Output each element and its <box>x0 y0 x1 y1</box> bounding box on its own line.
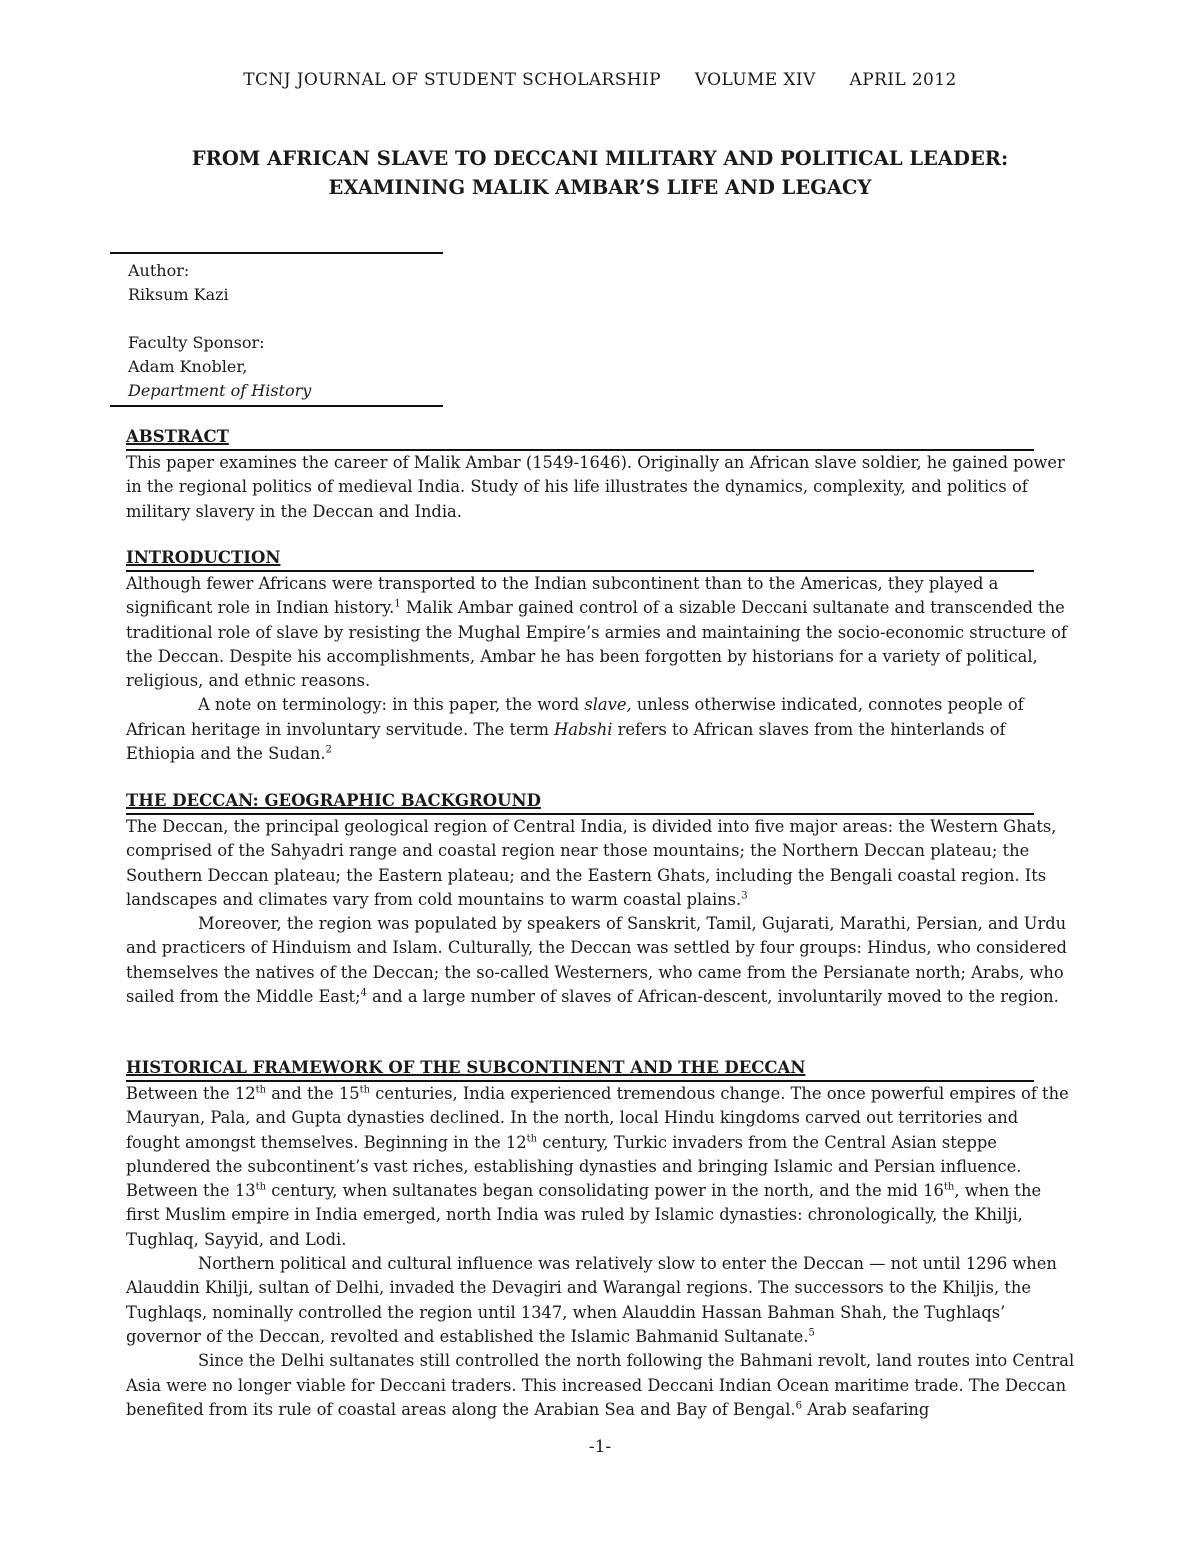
footnote-marker: 5 <box>808 1327 815 1339</box>
author-box <box>110 252 443 407</box>
historical-heading: HISTORICAL FRAMEWORK OF THE SUBCONTINENT AND THE DECCAN <box>126 1056 1034 1082</box>
historical-paragraph-2: Northern political and cultural influence was relatively slow to enter the Deccan — not until 1296 when Alauddin Khilji, sultan of Delhi, invaded the Devagiri and Warangal regions. The successors to the Khiljis, the Tughlaqs, nominally controlled the region until 1347, when Alauddin Hassan Bahman Shah, the Tughlaqs’ governor of the Deccan, revolted and established the Islamic Bahmanid Sultanate.$^5$ <box>126 1254 1057 1346</box>
author-label: Author: <box>128 261 190 280</box>
footnote-marker: 2 <box>325 744 332 756</box>
issue-date: APRIL 2012 <box>849 70 957 90</box>
sponsor-department: Department of History <box>128 381 312 400</box>
deccan-paragraph-1: The Deccan, the principal geological region of Central India, is divided into five major areas: the Western Ghats, comprised of the Sahyadri range and coastal region near those mountains; the Northern Deccan plateau; the Southern Deccan plateau; the Eastern plateau; and the Eastern Ghats, including the Bengali coastal region. Its landscapes and climates vary from cold mountains to warm coastal plains.$^3$ <box>126 817 1057 909</box>
footnote-marker: 4 <box>360 987 367 999</box>
paper-title <box>100 144 1100 202</box>
deccan-paragraph-2: Moreover, the region was populated by speakers of Sanskrit, Tamil, Gujarati, Marathi, Persian, and Urdu and practicers of Hinduism and Islam. Culturally, the Deccan was settled by four groups: Hindus, who considered themselves the natives of the Deccan; the so-called Westerners, who came from the Persianate north; Arabs, who sailed from the Middle East;$^4$ and a large number of slaves of African-descent, involuntarily moved to the region. <box>126 914 1067 1007</box>
volume-label: VOLUME XIV <box>694 70 816 90</box>
introduction-paragraph-2: A note on terminology: in this paper, the word slave, unless otherwise indicated, connotes people of African heritage in involuntary servitude. The term Habshi refers to African slaves from the hinterlands of Ethiopia and the Sudan.$^2$ <box>126 695 1024 764</box>
historical-paragraph-1: Between the 12th and the 15th centuries, India experienced tremendous change. The once powerful empires of the Mauryan, Pala, and Gupta dynasties declined. In the north, local Hindu kingdoms carved out territories and fought amongst themselves. Beginning in the 12th century, Turkic invaders from the Central Asian steppe plundered the subcontinent’s vast riches, establishing dynasties and bringing Islamic and Persian influence. Between the 13th century, when sultanates began consolidating power in the north, and the mid 16th, when the first Muslim empire in India emerged, north India was ruled by Islamic dynasties: chronologically, the Khilji, Tughlaq, Sayyid, and Lodi. <box>126 1084 1069 1249</box>
running-header <box>0 70 1200 90</box>
deccan-heading: THE DECCAN: GEOGRAPHIC BACKGROUND <box>126 789 1034 815</box>
footnote-marker: 3 <box>741 890 748 902</box>
introduction-section <box>126 546 1076 766</box>
title-line-2: EXAMINING MALIK AMBAR’S LIFE AND LEGACY <box>328 176 872 199</box>
sponsor-name: Adam Knobler, <box>128 357 248 376</box>
abstract-section <box>126 425 1076 524</box>
abstract-heading: ABSTRACT <box>126 425 1034 451</box>
page-number: -1- <box>588 1437 612 1457</box>
introduction-heading: INTRODUCTION <box>126 546 1034 572</box>
footnote-marker: 6 <box>795 1400 802 1412</box>
footnote-marker: 1 <box>394 598 401 610</box>
abstract-text: This paper examines the career of Malik Ambar (1549-1646). Originally an African slave soldier, he gained power in the regional politics of medieval India. Study of his life illustrates the dynamics, complexity, and politics of military slavery in the Deccan and India. <box>126 453 1065 521</box>
title-line-1: FROM AFRICAN SLAVE TO DECCANI MILITARY AND POLITICAL LEADER: <box>191 147 1009 170</box>
deccan-section <box>126 789 1076 1009</box>
journal-name: TCNJ JOURNAL OF STUDENT SCHOLARSHIP <box>243 70 661 90</box>
introduction-paragraph-1: Although fewer Africans were transported to the Indian subcontinent than to the Americas, they played a significant role in Indian history.$^1$ Malik Ambar gained control of a sizable Deccani sultanate and transcended the traditional role of slave by resisting the Mughal Empire’s armies and maintaining the socio-economic structure of the Deccan. Despite his accomplishments, Ambar he has been forgotten by historians for a variety of political, religious, and ethnic reasons. <box>126 574 1068 691</box>
author-name: Riksum Kazi <box>128 285 229 304</box>
historical-section <box>126 1056 1076 1422</box>
sponsor-label: Faculty Sponsor: <box>128 333 265 352</box>
historical-paragraph-3: Since the Delhi sultanates still controlled the north following the Bahmani revolt, land routes into Central Asia were no longer viable for Deccani traders. This increased Deccani Indian Ocean maritime trade. The Deccan benefited from its rule of coastal areas along the Arabian Sea and Bay of Bengal.$^6$ Arab seafaring <box>126 1351 1075 1419</box>
